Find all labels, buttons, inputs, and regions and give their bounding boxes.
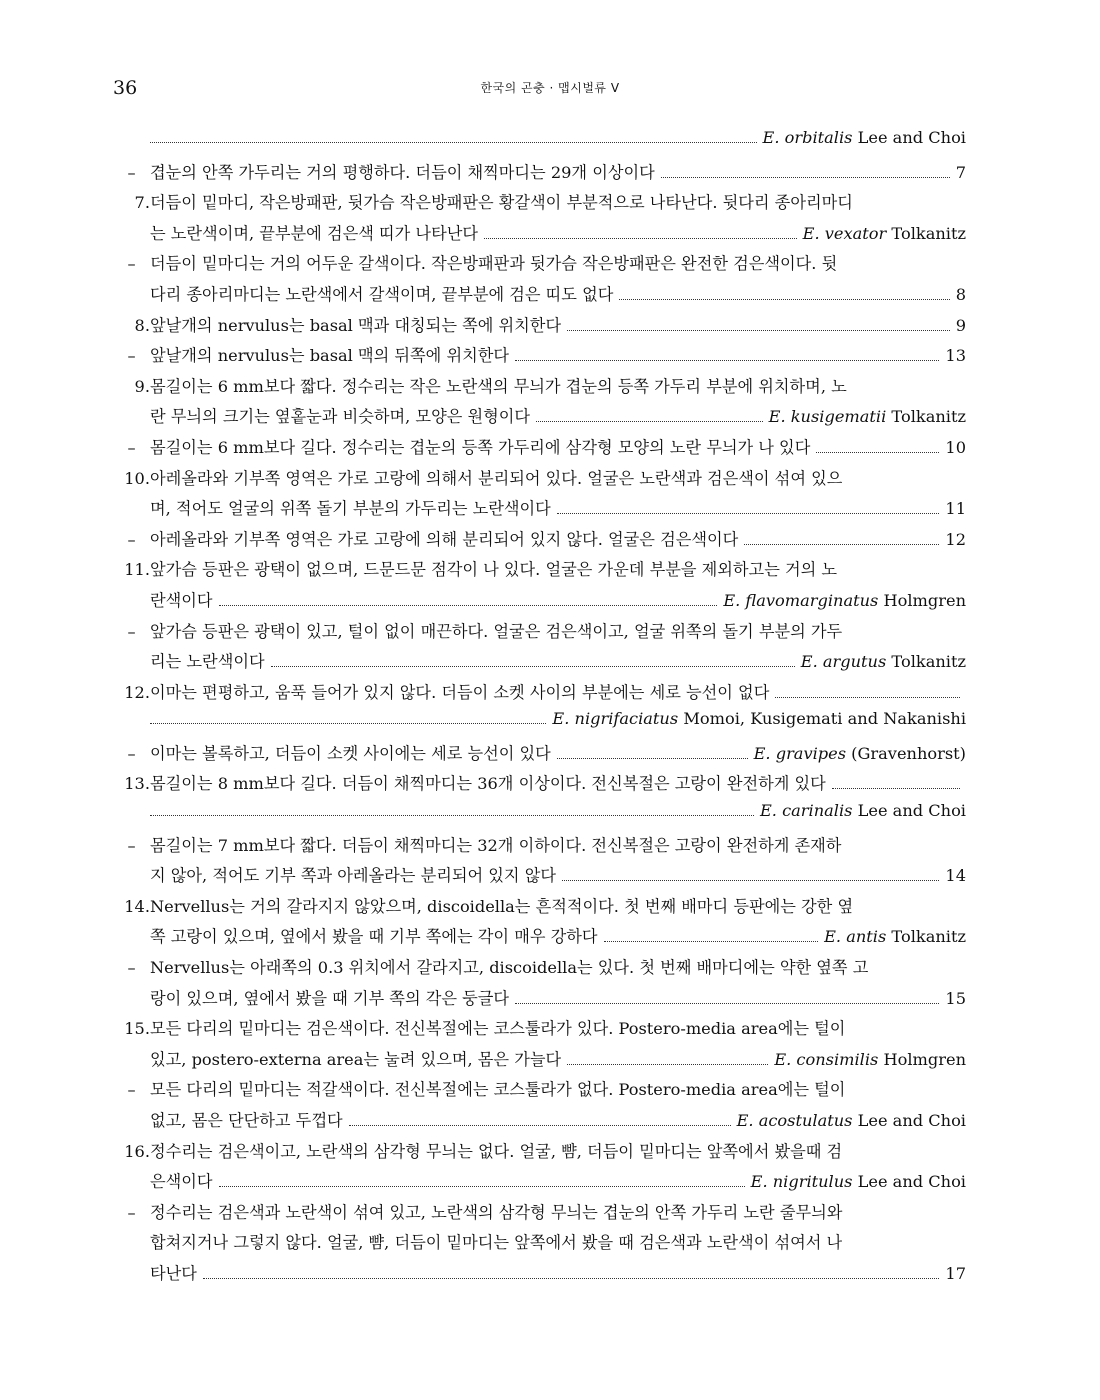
couplet-number: 13. [124, 774, 150, 794]
dot-leader [150, 815, 754, 816]
taxon-name [751, 1172, 966, 1191]
key-line-content [150, 985, 966, 1009]
key-line-content [150, 1229, 966, 1253]
species-name: E. carinalis [759, 801, 853, 821]
taxon-name [803, 224, 966, 243]
species-name: E. vexator [802, 223, 887, 243]
dot-leader [219, 605, 718, 606]
key-line-content [150, 770, 966, 794]
key-line-content [150, 220, 966, 244]
key-line-content [150, 679, 966, 703]
couplet-number: 10. [124, 468, 150, 488]
key-line-content [150, 250, 966, 274]
key-line [113, 465, 966, 496]
key-line [113, 220, 966, 251]
key-line [113, 740, 966, 771]
key-text: 앞날개의 nervulus는 basal 맥과 대칭되는 쪽에 위치한다 [150, 315, 562, 335]
couplet-reference: 9 [955, 315, 966, 335]
species-author: Lee and Choi [852, 801, 966, 821]
key-line-content [150, 893, 966, 917]
dot-leader [271, 666, 795, 667]
key-line-content [150, 862, 966, 886]
species-name: E. flavomarginatus [723, 590, 879, 610]
couplet-reference: 11 [945, 499, 966, 519]
key-line-content [150, 1107, 966, 1131]
key-text: 겹눈의 안쪽 가두리는 거의 평행하다. 더듬이 채찍마디는 29개 이상이다 [150, 162, 655, 182]
key-text: 몸길이는 6 mm보다 길다. 정수리는 겹눈의 등쪽 가두리에 삼각형 모양의 노란 무늬가 나 있다 [150, 437, 811, 457]
key-line-content [150, 801, 966, 820]
couplet-number: 9. [134, 376, 150, 396]
key-line [113, 403, 966, 434]
key-text: 앞가슴 등판은 광택이 있고, 털이 없이 매끈하다. 얼굴은 검은색이고, 얼굴 위쪽의 돌기 부분의 가두 [150, 621, 843, 641]
key-text: 쪽 고랑이 있으며, 옆에서 봤을 때 기부 쪽에는 각이 매우 강하다 [150, 927, 598, 947]
dot-leader [219, 1186, 745, 1187]
dot-leader [484, 238, 797, 239]
running-head: 한국의 곤충 · 맵시벌류 V [480, 81, 620, 95]
taxon-name [737, 1111, 966, 1130]
key-line [113, 1076, 966, 1107]
key-line-content [150, 434, 966, 458]
species-name: E. consimilis [774, 1049, 879, 1069]
species-author: Tolkanitz [886, 652, 966, 672]
key-line-content [150, 159, 966, 183]
key-text: 정수리는 검은색이고, 노란색의 삼각형 무늬는 없다. 얼굴, 뺨, 더듬이 밑마디는 앞쪽에서 봤을때 검 [150, 1141, 843, 1161]
taxon-name [723, 591, 966, 610]
taxon-name [774, 1050, 966, 1069]
key-line [113, 1138, 966, 1169]
key-text: 지 않아, 적어도 기부 쪽과 아레올라는 분리되어 있지 않다 [150, 866, 556, 886]
key-line [113, 709, 966, 740]
key-text: Nervellus는 거의 갈라지지 않았으며, discoidella는 흔적적이다. 첫 번째 배마디 등판에는 강한 옆 [150, 896, 854, 916]
species-author: Tolkanitz [886, 927, 966, 947]
couplet-reference: 10 [945, 437, 966, 457]
key-line-content [150, 1015, 966, 1039]
key-line [113, 1260, 966, 1291]
couplet-number: 12. [124, 682, 150, 702]
dot-leader [536, 421, 763, 422]
species-name: E. gravipes [753, 743, 847, 763]
key-line-content [150, 648, 966, 672]
key-text: 모든 다리의 밑마디는 적갈색이다. 전신복절에는 코스툴라가 없다. Postero-media area에는 털이 [150, 1080, 846, 1100]
species-author: Lee and Choi [852, 1172, 966, 1192]
taxon-name [824, 927, 966, 946]
dot-leader [515, 1003, 939, 1004]
key-line [113, 434, 966, 465]
dot-leader [604, 941, 819, 942]
key-line [113, 954, 966, 985]
species-name: E. antis [824, 927, 887, 947]
couplet-reference: 15 [945, 988, 966, 1008]
key-line [113, 373, 966, 404]
key-line [113, 770, 966, 801]
couplet-dash: – [127, 162, 136, 182]
dot-leader [661, 177, 950, 178]
identification-key [113, 128, 966, 1291]
key-line [113, 862, 966, 893]
dot-leader [150, 142, 757, 143]
key-line [113, 801, 966, 832]
key-line-content [150, 832, 966, 856]
species-author: Tolkanitz [886, 407, 966, 427]
couplet-dash: – [127, 621, 136, 641]
key-line [113, 495, 966, 526]
key-text: 란 무늬의 크기는 옆홑눈과 비슷하며, 모양은 원형이다 [150, 407, 531, 427]
couplet-dash: – [127, 958, 136, 978]
key-line [113, 1015, 966, 1046]
key-text: 없고, 몸은 단단하고 두껍다 [150, 1111, 343, 1130]
key-line-content [150, 923, 966, 947]
key-text: 랑이 있으며, 옆에서 봤을 때 기부 쪽의 각은 둥글다 [150, 988, 510, 1008]
key-line-content [150, 618, 966, 642]
species-author: Lee and Choi [852, 128, 966, 147]
couplet-dash: – [127, 529, 136, 549]
key-text: 몸길이는 6 mm보다 짧다. 정수리는 작은 노란색의 무늬가 겹눈의 등쪽 가두리 부분에 위치하며, 노 [150, 376, 847, 396]
key-text: 몸길이는 7 mm보다 짧다. 더듬이 채찍마디는 32개 이하이다. 전신복절은 고랑이 완전하게 존재하 [150, 835, 842, 855]
taxon-name [754, 744, 966, 763]
key-line [113, 832, 966, 863]
species-name: E. nigrifaciatus [552, 709, 679, 729]
taxon-name [801, 652, 966, 671]
taxon-name [763, 128, 966, 147]
key-text: 타난다 [150, 1263, 197, 1283]
key-line [113, 587, 966, 618]
couplet-number: 14. [124, 896, 150, 916]
key-line [113, 1199, 966, 1230]
key-line-content [150, 740, 966, 764]
couplet-reference: 7 [955, 162, 966, 182]
couplet-dash: – [127, 254, 136, 274]
couplet-number: 7. [134, 193, 150, 213]
couplet-number: 15. [124, 1019, 150, 1039]
couplet-dash: – [127, 437, 136, 457]
species-name: E. acostulatus [736, 1111, 853, 1130]
key-line-content [150, 342, 966, 366]
dot-leader [832, 788, 960, 789]
key-line-content [150, 954, 966, 978]
key-line [113, 1168, 966, 1199]
key-line [113, 189, 966, 220]
key-text: 모든 다리의 밑마디는 검은색이다. 전신복절에는 코스툴라가 있다. Postero-media area에는 털이 [150, 1019, 846, 1039]
couplet-reference: 17 [945, 1263, 966, 1283]
key-line-content [150, 128, 966, 147]
key-text: 이마는 편평하고, 움푹 들어가 있지 않다. 더듬이 소켓 사이의 부분에는 세로 능선이 없다 [150, 682, 770, 702]
key-line [113, 618, 966, 649]
key-line [113, 250, 966, 281]
key-text: 몸길이는 8 mm보다 길다. 더듬이 채찍마디는 36개 이상이다. 전신복절은 고랑이 완전하게 있다 [150, 774, 826, 794]
dot-leader [816, 452, 939, 453]
key-line-content [150, 556, 966, 580]
couplet-number: 8. [134, 315, 150, 335]
couplet-dash: – [127, 1080, 136, 1100]
species-author: Lee and Choi [852, 1111, 966, 1130]
key-text: 앞가슴 등판은 광택이 없으며, 드문드문 점각이 나 있다. 얼굴은 가운데 부분을 제외하고는 거의 노 [150, 560, 838, 580]
species-name: E. argutus [800, 652, 887, 672]
key-text: 는 노란색이며, 끝부분에 검은색 띠가 나타난다 [150, 223, 478, 243]
taxon-name [552, 709, 966, 728]
key-line [113, 1046, 966, 1077]
dot-leader [744, 544, 939, 545]
key-line [113, 1107, 966, 1138]
couplet-number: 16. [124, 1141, 150, 1161]
key-line [113, 526, 966, 557]
key-text: 아레올라와 기부쪽 영역은 가로 고랑에 의해서 분리되어 있다. 얼굴은 노란색과 검은색이 섞여 있으 [150, 468, 843, 488]
key-line-content [150, 587, 966, 611]
species-name: E. nigritulus [750, 1172, 853, 1192]
key-line [113, 679, 966, 710]
dot-leader [567, 1064, 768, 1065]
dot-leader [567, 330, 950, 331]
couplet-reference: 12 [945, 529, 966, 549]
dot-leader [203, 1278, 939, 1279]
key-text: 은색이다 [150, 1172, 213, 1192]
dot-leader [557, 758, 748, 759]
key-text: 있고, postero-externa area는 눌려 있으며, 몸은 가늘다 [150, 1049, 562, 1069]
key-line-content [150, 312, 966, 336]
species-author: Holmgren [878, 1049, 966, 1069]
key-text: 더듬이 밑마디는 거의 어두운 갈색이다. 작은방패판과 뒷가슴 작은방패판은 완전한 검은색이다. 뒷 [150, 254, 838, 274]
key-text: Nervellus는 아래쪽의 0.3 위치에서 갈라지고, discoidella는 있다. 첫 번째 배마디에는 약한 옆쪽 고 [150, 958, 869, 978]
key-line-content [150, 1076, 966, 1100]
key-line [113, 159, 966, 190]
key-line [113, 342, 966, 373]
key-line [113, 312, 966, 343]
couplet-reference: 8 [955, 284, 966, 304]
key-line [113, 1229, 966, 1260]
key-line-content [150, 495, 966, 519]
key-line-content [150, 465, 966, 489]
key-line [113, 985, 966, 1016]
key-line-content [150, 373, 966, 397]
species-author: Holmgren [878, 590, 966, 610]
species-author: Tolkanitz [886, 223, 966, 243]
key-text: 정수리는 검은색과 노란색이 섞여 있고, 노란색의 삼각형 무늬는 겹눈의 안쪽 가두리 노란 줄무늬와 [150, 1202, 843, 1222]
species-author: Momoi, Kusigemati and Nakanishi [678, 709, 966, 729]
key-line [113, 128, 966, 159]
key-text: 며, 적어도 얼굴의 위쪽 돌기 부분의 가두리는 노란색이다 [150, 499, 551, 519]
dot-leader [150, 723, 546, 724]
taxon-name [760, 801, 966, 820]
species-name: E. orbitalis [762, 128, 853, 147]
species-author: (Gravenhorst) [846, 743, 966, 763]
key-line-content [150, 709, 966, 728]
couplet-dash: – [127, 835, 136, 855]
key-line [113, 281, 966, 312]
key-line-content [150, 281, 966, 305]
couplet-reference: 14 [945, 866, 966, 886]
key-line [113, 556, 966, 587]
key-line [113, 648, 966, 679]
key-line [113, 923, 966, 954]
key-line-content [150, 526, 966, 550]
key-text: 앞날개의 nervulus는 basal 맥의 뒤쪽에 위치한다 [150, 346, 510, 366]
key-text: 더듬이 밑마디, 작은방패판, 뒷가슴 작은방패판은 황갈색이 부분적으로 나타난다. 뒷다리 종아리마디 [150, 193, 853, 213]
taxon-name [769, 407, 966, 426]
dot-leader [557, 513, 940, 514]
key-line-content [150, 403, 966, 427]
couplet-number: 11. [124, 560, 150, 580]
key-text: 아레올라와 기부쪽 영역은 가로 고랑에 의해 분리되어 있지 않다. 얼굴은 검은색이다 [150, 529, 739, 549]
dot-leader [349, 1125, 731, 1126]
key-text: 리는 노란색이다 [150, 652, 265, 672]
key-line [113, 893, 966, 924]
key-text: 란색이다 [150, 590, 213, 610]
species-name: E. kusigematii [768, 407, 887, 427]
couplet-reference: 13 [945, 346, 966, 366]
key-text: 이마는 볼록하고, 더듬이 소켓 사이에는 세로 능선이 있다 [150, 743, 551, 763]
key-line-content [150, 1168, 966, 1192]
couplet-dash: – [127, 1202, 136, 1222]
key-line-content [150, 1199, 966, 1223]
key-text: 합쳐지거나 그렇지 않다. 얼굴, 뺨, 더듬이 밑마디는 앞쪽에서 봤을 때 검은색과 노란색이 섞여서 나 [150, 1233, 843, 1253]
dot-leader [515, 360, 939, 361]
key-text: 다리 종아리마디는 노란색에서 갈색이며, 끝부분에 검은 띠도 없다 [150, 284, 614, 304]
dot-leader [775, 697, 960, 698]
key-line-content [150, 1138, 966, 1162]
key-line-content [150, 1260, 966, 1284]
key-line-content [150, 1046, 966, 1070]
page-number: 36 [113, 77, 138, 99]
dot-leader [619, 299, 949, 300]
couplet-dash: – [127, 743, 136, 763]
key-line-content [150, 189, 966, 213]
couplet-dash: – [127, 346, 136, 366]
dot-leader [562, 880, 939, 881]
